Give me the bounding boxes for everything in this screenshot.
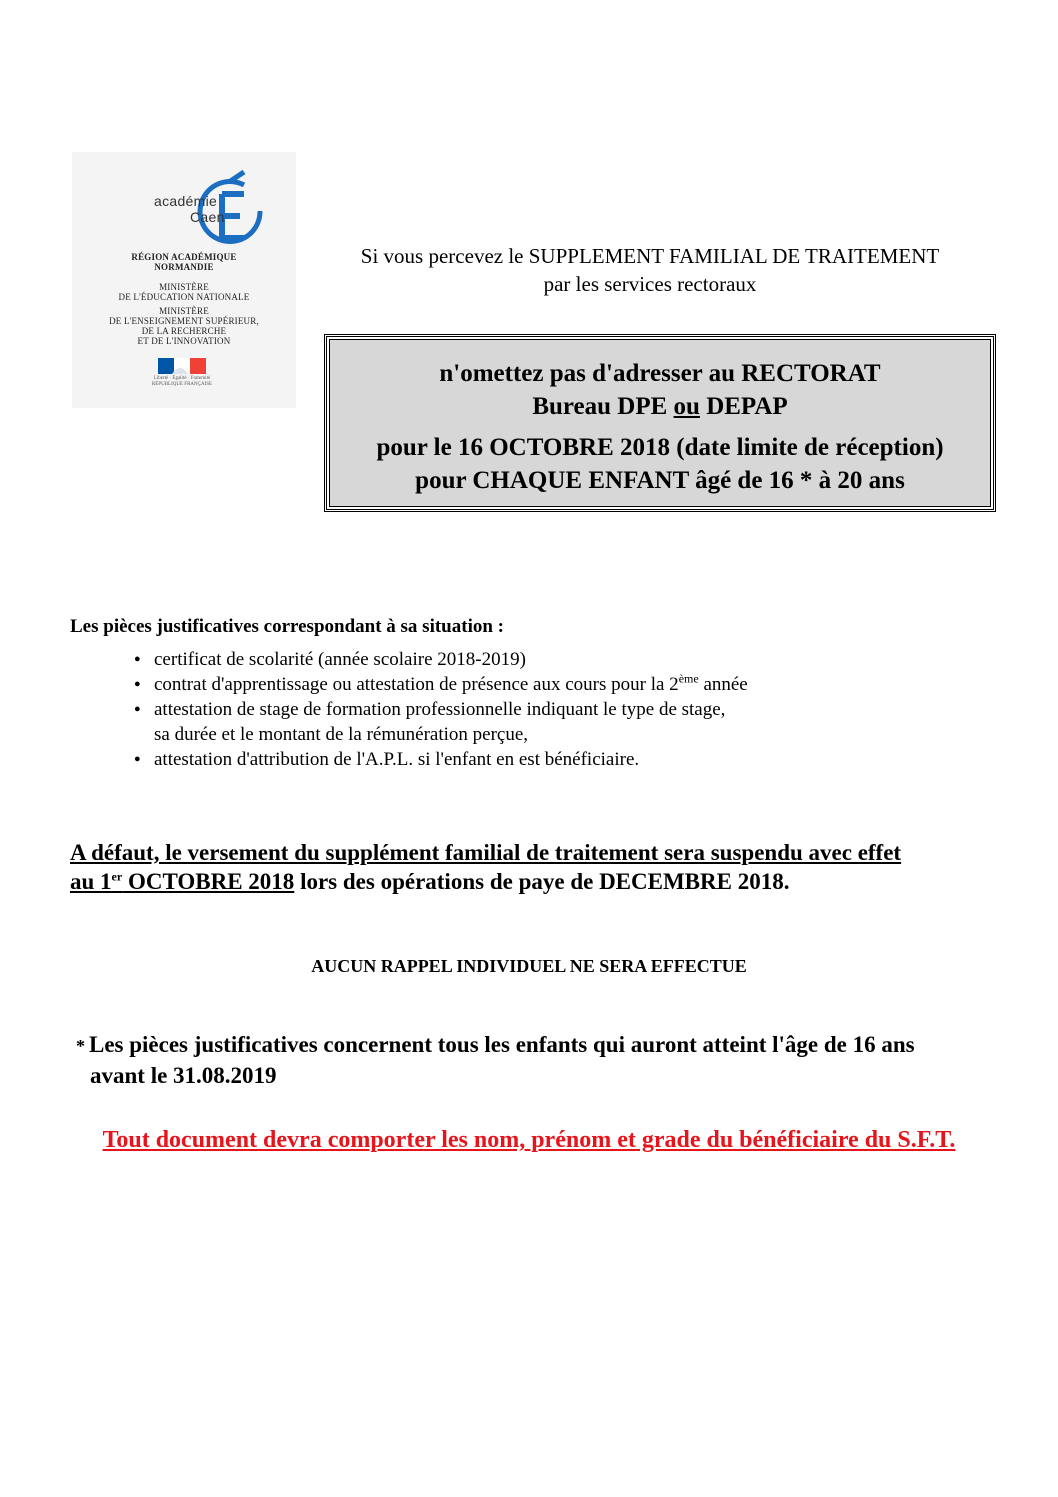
logo-ministry-line: DE L'ENSEIGNEMENT SUPÉRIEUR,	[109, 316, 259, 326]
no-reminder-notice: AUCUN RAPPEL INDIVIDUEL NE SERA EFFECTUE	[311, 956, 747, 976]
document-requirement-warning: Tout document devra comporter les nom, prénom et grade du bénéficiaire du S.F.T.	[102, 1127, 956, 1153]
bureau-suffix: DEPAP	[699, 393, 788, 420]
suspension-notice	[70, 838, 990, 896]
academy-logo	[72, 152, 296, 408]
suspension-date-text: au 1	[70, 869, 112, 894]
list-item-superscript: ème	[678, 671, 699, 686]
deadline-box-bureau-line	[330, 390, 990, 423]
logo-ministry-line: MINISTÈRE	[159, 282, 209, 292]
republic-motto-line: Liberté · Égalité · Fraternité	[153, 376, 211, 381]
republic-name-line: RÉPUBLIQUE FRANÇAISE	[151, 382, 213, 387]
bureau-or: ou	[673, 393, 700, 420]
logo-ministry-line: DE LA RECHERCHE	[141, 326, 227, 336]
bureau-prefix: Bureau DPE	[532, 393, 674, 420]
logo-ministry-line: MINISTÈRE	[159, 306, 209, 316]
list-item: ● certificat de scolarité (année scolaire 2018-2019)	[130, 647, 748, 672]
intro-line: par les services rectoraux	[543, 272, 757, 296]
republic-motto	[144, 376, 220, 388]
suspension-date-superscript: er	[111, 869, 123, 884]
list-item-text: année	[698, 674, 748, 695]
logo-word-academie: académie	[154, 193, 218, 209]
deadline-box-line: pour CHAQUE ENFANT âgé de 16 * à 20 ans	[415, 467, 905, 494]
intro-heading	[300, 242, 1000, 298]
suspension-date	[70, 869, 294, 894]
deadline-box-line: pour le 16 OCTOBRE 2018 (date limite de réception)	[376, 434, 944, 461]
list-item	[130, 672, 748, 697]
logo-word-caen: Caen	[190, 209, 225, 225]
suspension-date-text: OCTOBRE 2018	[122, 869, 295, 894]
pieces-title: Les pièces justificatives correspondant à sa situation :	[70, 616, 504, 637]
list-item-text: attestation de stage de formation professionnelle indiquant le type de stage,	[154, 699, 726, 720]
list-item: ● attestation d'attribution de l'A.P.L. si l'enfant en est bénéficiaire.	[130, 747, 748, 772]
deadline-box	[324, 334, 996, 512]
footnote-line: avant le 31.08.2019	[90, 1063, 277, 1088]
list-item-text: contrat d'apprentissage ou attestation de présence aux cours pour la 2	[154, 674, 679, 695]
deadline-box-content	[329, 339, 991, 507]
list-item-text: sa durée et le montant de la rémunération perçue,	[154, 724, 529, 745]
logo-ministry-line: DE L'ÉDUCATION NATIONALE	[118, 292, 250, 302]
footnote-line	[76, 1030, 996, 1061]
logo-region-line: NORMANDIE	[154, 262, 214, 272]
suspension-line: A défaut, le versement du supplément familial de traitement sera suspendu avec effet	[70, 840, 902, 865]
logo-region-line: RÉGION ACADÉMIQUE	[131, 252, 237, 262]
suspension-line	[70, 867, 990, 896]
footnote-text: Les pièces justificatives concernent tous les enfants qui auront atteint l'âge de 16 ans	[89, 1032, 915, 1057]
academie-e-emblem-icon	[72, 166, 296, 256]
footnote-star: *	[76, 1036, 85, 1056]
suspension-text: lors des opérations de paye de DECEMBRE 2018.	[294, 869, 790, 894]
pieces-list	[130, 647, 748, 772]
list-item	[130, 697, 748, 747]
deadline-box-line: n'omettez pas d'adresser au RECTORAT	[439, 360, 881, 387]
french-republic-flag-icon	[158, 358, 206, 374]
intro-line: Si vous percevez le SUPPLEMENT FAMILIAL DE TRAITEMENT	[360, 244, 940, 268]
logo-ministry-line: ET DE L'INNOVATION	[137, 336, 231, 346]
footnote	[76, 1030, 996, 1090]
